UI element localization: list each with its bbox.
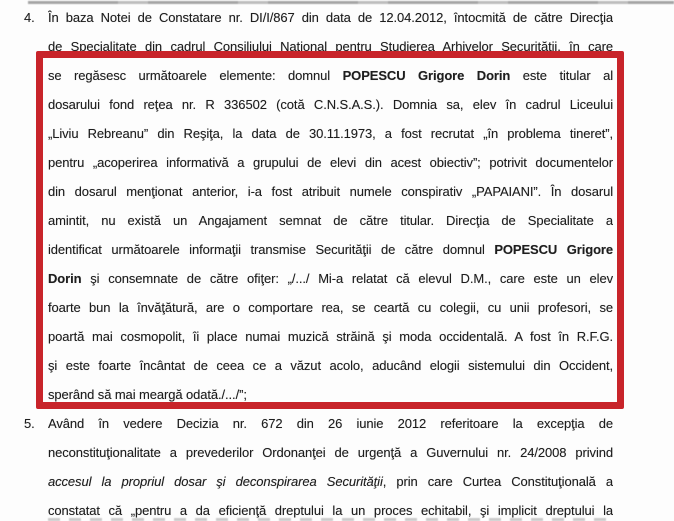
text-line [48, 235, 613, 264]
text-segment: şi este foarte încântat de ceea ce a văzut acolo, aducând elogii sistemului din Occident, [48, 358, 613, 373]
text-line [48, 322, 613, 351]
paragraph-number: 5. [24, 416, 35, 431]
text-line [48, 380, 613, 409]
text-segment: din dosarul menţionat anterior, i-a fost atribuit numele conspirativ „PAPAIANI”. În dosarul [48, 184, 613, 199]
text-segment: sperând să mai meargă odată./.../”; [48, 387, 247, 402]
bold-text-segment: POPESCU Grigore [494, 242, 613, 257]
text-line [48, 61, 613, 90]
text-line [48, 206, 613, 235]
text-line [48, 438, 613, 467]
text-line [48, 90, 613, 119]
text-segment: amintit, nu există un Angajament semnat de către titular. Direcţia de Specialitate a [48, 213, 613, 228]
italic-text-segment: accesul la propriul dosar şi deconspirarea Securităţii [48, 474, 383, 489]
text-segment: constatat că „pentru a da eficienţă dreptului la un proces echitabil, şi implicit dreptului la [48, 503, 613, 518]
text-line [48, 32, 613, 61]
text-line [48, 409, 613, 438]
text-segment: În baza Notei de Constatare nr. DI/I/867 din data de 12.04.2012, întocmită de către Direcţia [48, 10, 613, 25]
text-line [48, 467, 613, 496]
text-segment: foarte bun la învăţătură, are o comportare rea, se ceartă cu colegii, cu unii profesori, se [48, 300, 613, 315]
text-segment: poartă mai cosmopolit, îi place numai muzică străină şi moda occidentală. A fost în R.F.G. [48, 329, 613, 344]
text-segment: de Specialitate din cadrul Consiliului Naţional pentru Studierea Arhivelor Securităţii, în care [48, 39, 613, 54]
text-line [48, 119, 613, 148]
paragraph-number: 4. [24, 10, 35, 25]
text-line [48, 3, 613, 32]
text-segment: este titular al [510, 68, 613, 83]
text-segment: pentru „acoperirea informativă a grupului de elevi din acest obiectiv”; potrivit documentelor [48, 155, 613, 170]
document-body [24, 3, 613, 521]
text-line [48, 264, 613, 293]
text-segment: şi consemnate de către ofiţer: „/.../ Mi-a relatat că elevul D.M., care este un elev [81, 271, 613, 286]
text-line [48, 177, 613, 206]
text-segment: „Liviu Rebreanu” din Reşiţa, la data de 30.11.1973, a fost recrutat „în problema tineret”, [48, 126, 613, 141]
bold-text-segment: POPESCU Grigore Dorin [342, 68, 511, 83]
text-line [48, 351, 613, 380]
text-segment: se regăsesc următoarele elemente: domnul [48, 68, 343, 83]
text-segment: Având în vedere Decizia nr. 672 din 26 iunie 2012 referitoare la excepţia de [48, 416, 613, 431]
text-segment: identificat următoarele informaţii transmise Securităţii de către domnul [48, 242, 495, 257]
text-segment: dosarului fond reţea nr. R 336502 (cotă C.N.S.A.S.). Domnia sa, elev în cadrul Liceului [48, 97, 613, 112]
bold-text-segment: Dorin [48, 271, 82, 286]
text-segment: , prin care Curtea Constituţională a [382, 474, 613, 489]
text-line [48, 293, 613, 322]
text-segment: neconstituţionalitate a prevederilor Ordonanţei de urgenţă a Guvernului nr. 24/2008 privind [48, 445, 613, 460]
text-line [48, 148, 613, 177]
